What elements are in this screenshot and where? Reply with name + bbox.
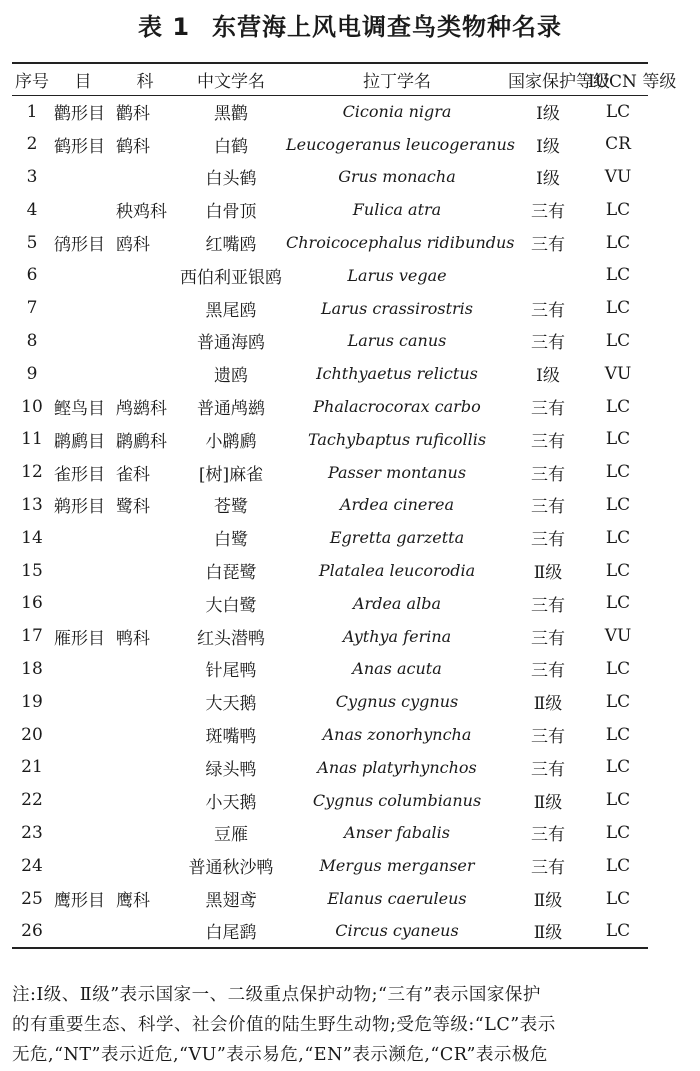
cell-latin-name: Elanus caeruleus xyxy=(327,889,467,909)
cell-protection: Ⅰ级 xyxy=(536,366,560,387)
species-table xyxy=(12,62,677,949)
note-line: 无危,“NT”表示近危,“VU”表示易危,“EN”表示濒危,“CR”表示极危 xyxy=(12,1045,548,1065)
cell-order xyxy=(52,161,114,194)
table-row xyxy=(12,718,648,751)
cell-latin-name: Ciconia nigra xyxy=(342,102,452,122)
cell-latin-name: Passer montanus xyxy=(327,462,467,482)
cell-seq: 1 xyxy=(26,101,38,122)
table-body xyxy=(12,95,648,948)
header-family: 科 xyxy=(114,63,176,95)
cell-seq: 12 xyxy=(21,462,43,483)
cell-seq: 17 xyxy=(21,626,43,647)
table-number: 表 1 xyxy=(137,13,191,41)
cell-protection: 三有 xyxy=(531,661,565,682)
cell-protection: Ⅱ级 xyxy=(533,563,563,584)
cell-protection: Ⅰ级 xyxy=(536,136,560,157)
cell-family: 鸬鹚科 xyxy=(116,399,167,420)
cell-seq: 16 xyxy=(21,593,43,614)
cell-seq: 8 xyxy=(26,330,38,351)
cell-order xyxy=(52,521,114,554)
cell-family: 鹳科 xyxy=(116,104,150,125)
cell-chinese-name: 遗鸥 xyxy=(214,366,248,387)
cell-iucn: LC xyxy=(605,855,631,876)
table-caption: 东营海上风电调查鸟类物种名录 xyxy=(212,13,563,41)
cell-latin-name: Larus vegae xyxy=(347,265,447,285)
cell-family: 雀科 xyxy=(116,464,150,485)
cell-seq: 9 xyxy=(26,363,38,384)
cell-iucn: LC xyxy=(605,658,631,679)
cell-order xyxy=(52,357,114,390)
cell-family xyxy=(114,554,176,587)
cell-order: 鹰形目 xyxy=(54,891,105,912)
table-row xyxy=(12,685,648,718)
cell-latin-name: Cygnus columbianus xyxy=(312,790,482,810)
cell-latin-name: Aythya ferina xyxy=(342,626,452,646)
cell-family xyxy=(114,521,176,554)
header-row xyxy=(12,63,648,95)
table-row xyxy=(12,784,648,817)
table-row xyxy=(12,817,648,850)
cell-protection: 三有 xyxy=(531,399,565,420)
table-row xyxy=(12,325,648,358)
cell-iucn: LC xyxy=(605,462,631,483)
cell-family: 鹭科 xyxy=(116,497,150,518)
cell-seq: 25 xyxy=(21,888,43,909)
table-row xyxy=(12,193,648,226)
cell-latin-name: Phalacrocorax carbo xyxy=(313,397,481,417)
cell-seq: 14 xyxy=(21,527,43,548)
cell-order: 鹳形目 xyxy=(54,104,105,125)
cell-chinese-name: 白鹤 xyxy=(214,136,248,157)
note-line: 注:Ⅰ级、Ⅱ级”表示国家一、二级重点保护动物;“三有”表示国家保护 xyxy=(12,985,541,1005)
cell-order xyxy=(52,915,114,948)
cell-iucn: LC xyxy=(605,429,631,450)
table-row xyxy=(12,620,648,653)
table-row xyxy=(12,95,648,128)
cell-protection: 三有 xyxy=(531,431,565,452)
cell-seq: 11 xyxy=(21,429,43,450)
cell-chinese-name: 黑尾鸥 xyxy=(205,300,257,321)
cell-latin-name: Leucogeranus leucogeranus xyxy=(286,134,515,154)
cell-family xyxy=(114,849,176,882)
table-note xyxy=(12,980,652,1070)
cell-family xyxy=(114,817,176,850)
table-row xyxy=(12,128,648,161)
cell-iucn: LC xyxy=(605,593,631,614)
cell-seq: 24 xyxy=(21,855,43,876)
cell-chinese-name: 黑鹳 xyxy=(214,104,248,125)
cell-latin-name: Grus monacha xyxy=(338,167,456,187)
cell-iucn: LC xyxy=(605,298,631,319)
cell-seq: 13 xyxy=(21,494,43,515)
cell-iucn: LC xyxy=(605,822,631,843)
table-row xyxy=(12,357,648,390)
cell-family xyxy=(114,718,176,751)
cell-chinese-name: 斑嘴鸭 xyxy=(205,727,257,748)
cell-family xyxy=(114,751,176,784)
table-row xyxy=(12,554,648,587)
cell-protection: 三有 xyxy=(531,300,565,321)
cell-chinese-name: 绿头鸭 xyxy=(205,759,257,780)
cell-protection: Ⅱ级 xyxy=(533,891,563,912)
cell-iucn: LC xyxy=(605,101,631,122)
cell-seq: 22 xyxy=(21,790,43,811)
cell-order: 鲣鸟目 xyxy=(54,399,105,420)
cell-iucn: LC xyxy=(605,199,631,220)
cell-family: 鹤科 xyxy=(116,136,150,157)
table-row xyxy=(12,489,648,522)
cell-protection: 三有 xyxy=(531,858,565,879)
cell-protection xyxy=(508,259,588,292)
cell-latin-name: Cygnus cygnus xyxy=(335,692,459,712)
cell-iucn: LC xyxy=(605,757,631,778)
cell-protection: 三有 xyxy=(531,825,565,846)
table-row xyxy=(12,390,648,423)
cell-iucn: LC xyxy=(605,396,631,417)
cell-protection: 三有 xyxy=(531,497,565,518)
cell-seq: 19 xyxy=(21,691,43,712)
cell-protection: 三有 xyxy=(531,464,565,485)
cell-iucn: LC xyxy=(605,494,631,515)
cell-chinese-name: 针尾鸭 xyxy=(205,661,257,682)
cell-protection: Ⅱ级 xyxy=(533,792,563,813)
header-seq: 序号 xyxy=(12,63,52,95)
cell-order xyxy=(52,259,114,292)
cell-latin-name: Fulica atra xyxy=(352,200,442,220)
header-latin-name: 拉丁学名 xyxy=(286,63,508,95)
cell-protection: 三有 xyxy=(531,595,565,616)
cell-latin-name: Tachybaptus ruficollis xyxy=(307,429,487,449)
cell-chinese-name: 白尾鹞 xyxy=(176,915,286,948)
cell-family: 秧鸡科 xyxy=(116,202,167,223)
cell-chinese-name: 红头潜鸭 xyxy=(197,628,265,649)
cell-family xyxy=(114,784,176,817)
header-order: 目 xyxy=(52,63,114,95)
cell-chinese-name: 小䴙䴘 xyxy=(205,431,257,452)
cell-protection: 三有 xyxy=(531,628,565,649)
table-row xyxy=(12,521,648,554)
cell-order xyxy=(52,587,114,620)
cell-family xyxy=(114,325,176,358)
cell-seq: 23 xyxy=(21,822,43,843)
cell-order: 鸻形目 xyxy=(54,235,105,256)
cell-latin-name: Anas zonorhyncha xyxy=(322,725,472,745)
cell-latin-name: Anas acuta xyxy=(352,659,442,679)
note-line: 的有重要生态、科学、社会价值的陆生野生动物;受危等级:“LC”表示 xyxy=(12,1015,556,1035)
cell-chinese-name: 普通海鸥 xyxy=(197,333,265,354)
cell-family xyxy=(114,357,176,390)
table-row xyxy=(12,587,648,620)
cell-chinese-name: 西伯利亚银鸥 xyxy=(180,267,282,288)
cell-family xyxy=(114,259,176,292)
cell-seq: 5 xyxy=(26,232,38,253)
cell-iucn: LC xyxy=(605,527,631,548)
cell-seq: 20 xyxy=(21,724,43,745)
cell-family: 鹰科 xyxy=(116,891,150,912)
cell-latin-name: Anser fabalis xyxy=(344,823,450,843)
cell-iucn: VU xyxy=(604,626,632,647)
cell-iucn: LC xyxy=(605,265,631,286)
cell-seq: 21 xyxy=(21,757,43,778)
cell-protection: 三有 xyxy=(531,333,565,354)
cell-seq: 15 xyxy=(21,560,43,581)
cell-chinese-name: 黑翅鸢 xyxy=(205,891,257,912)
cell-family xyxy=(114,685,176,718)
cell-protection: Ⅱ级 xyxy=(508,915,588,948)
cell-protection: 三有 xyxy=(531,759,565,780)
cell-order: 鹈形目 xyxy=(54,497,105,518)
cell-chinese-name: 小天鹅 xyxy=(205,792,257,813)
cell-latin-name: Ichthyaetus relictus xyxy=(316,364,478,384)
cell-chinese-name: 豆雁 xyxy=(214,825,248,846)
cell-order: 雁形目 xyxy=(54,628,105,649)
cell-seq: 7 xyxy=(26,298,38,319)
cell-order xyxy=(52,817,114,850)
cell-chinese-name: 大天鹅 xyxy=(205,694,257,715)
table-row xyxy=(12,653,648,686)
cell-family xyxy=(114,292,176,325)
cell-order: 䴙䴘目 xyxy=(54,431,105,452)
header-iucn: IUCN 等级 xyxy=(588,63,648,95)
table-title xyxy=(0,10,700,44)
cell-protection: 三有 xyxy=(531,202,565,223)
cell-order xyxy=(52,784,114,817)
cell-latin-name: Circus cyaneus xyxy=(286,915,508,948)
cell-chinese-name: 普通秋沙鸭 xyxy=(188,858,274,879)
cell-seq: 18 xyxy=(21,658,43,679)
cell-chinese-name: [树]麻雀 xyxy=(198,464,264,485)
cell-latin-name: Ardea alba xyxy=(353,593,441,613)
cell-latin-name: Mergus merganser xyxy=(319,856,475,876)
table-row xyxy=(12,226,648,259)
cell-family xyxy=(114,653,176,686)
cell-iucn: LC xyxy=(605,790,631,811)
cell-iucn: LC xyxy=(605,724,631,745)
table-row xyxy=(12,292,648,325)
header-chinese-name: 中文学名 xyxy=(176,63,286,95)
cell-chinese-name: 苍鹭 xyxy=(214,497,248,518)
table-row xyxy=(12,849,648,882)
cell-order: 雀形目 xyxy=(54,464,105,485)
cell-order xyxy=(52,325,114,358)
cell-iucn: VU xyxy=(604,363,632,384)
cell-order xyxy=(52,849,114,882)
cell-iucn: LC xyxy=(605,232,631,253)
cell-seq: 26 xyxy=(12,915,52,948)
table-row xyxy=(12,423,648,456)
cell-family: 䴙䴘科 xyxy=(116,431,167,452)
cell-chinese-name: 白琵鹭 xyxy=(205,563,257,584)
cell-seq: 3 xyxy=(26,166,38,187)
cell-protection: Ⅰ级 xyxy=(536,169,560,190)
table-row xyxy=(12,456,648,489)
cell-order xyxy=(52,292,114,325)
cell-family: 鸥科 xyxy=(116,235,150,256)
cell-iucn: LC xyxy=(588,915,648,948)
cell-iucn: CR xyxy=(605,134,631,155)
cell-order xyxy=(52,751,114,784)
table-row xyxy=(12,751,648,784)
cell-family: 鸭科 xyxy=(116,628,150,649)
cell-latin-name: Ardea cinerea xyxy=(339,495,455,515)
cell-family xyxy=(114,161,176,194)
cell-iucn: LC xyxy=(605,888,631,909)
cell-family xyxy=(114,915,176,948)
cell-chinese-name: 普通鸬鹚 xyxy=(197,399,265,420)
cell-protection: 三有 xyxy=(531,727,565,748)
cell-protection: Ⅱ级 xyxy=(533,694,563,715)
cell-iucn: LC xyxy=(605,560,631,581)
cell-latin-name: Egretta garzetta xyxy=(329,528,465,548)
table-row xyxy=(12,259,648,292)
cell-latin-name: Larus canus xyxy=(347,331,447,351)
cell-seq: 6 xyxy=(26,265,38,286)
cell-order xyxy=(52,193,114,226)
cell-latin-name: Chroicocephalus ridibundus xyxy=(286,233,515,253)
cell-iucn: LC xyxy=(605,330,631,351)
cell-protection: Ⅰ级 xyxy=(536,104,560,125)
cell-seq: 4 xyxy=(26,199,38,220)
cell-order xyxy=(52,554,114,587)
cell-iucn: VU xyxy=(604,166,632,187)
cell-order: 鹤形目 xyxy=(54,136,105,157)
cell-chinese-name: 大白鹭 xyxy=(205,595,257,616)
cell-protection: 三有 xyxy=(531,235,565,256)
cell-protection: 三有 xyxy=(531,530,565,551)
cell-seq: 2 xyxy=(26,134,38,155)
cell-latin-name: Larus crassirostris xyxy=(321,298,473,318)
header-protection: 国家保护等级 xyxy=(508,63,588,95)
cell-order xyxy=(52,685,114,718)
cell-order xyxy=(52,718,114,751)
cell-chinese-name: 白头鹤 xyxy=(205,169,257,190)
cell-chinese-name: 白鹭 xyxy=(214,530,248,551)
table-row xyxy=(12,882,648,915)
cell-latin-name: Platalea leucorodia xyxy=(318,561,476,581)
table-row xyxy=(12,161,648,194)
cell-order xyxy=(52,653,114,686)
cell-chinese-name: 红嘴鸥 xyxy=(205,235,257,256)
cell-chinese-name: 白骨顶 xyxy=(205,202,257,223)
cell-seq: 10 xyxy=(21,396,43,417)
cell-latin-name: Anas platyrhynchos xyxy=(317,757,477,777)
table-row xyxy=(12,915,648,948)
cell-family xyxy=(114,587,176,620)
cell-iucn: LC xyxy=(605,691,631,712)
